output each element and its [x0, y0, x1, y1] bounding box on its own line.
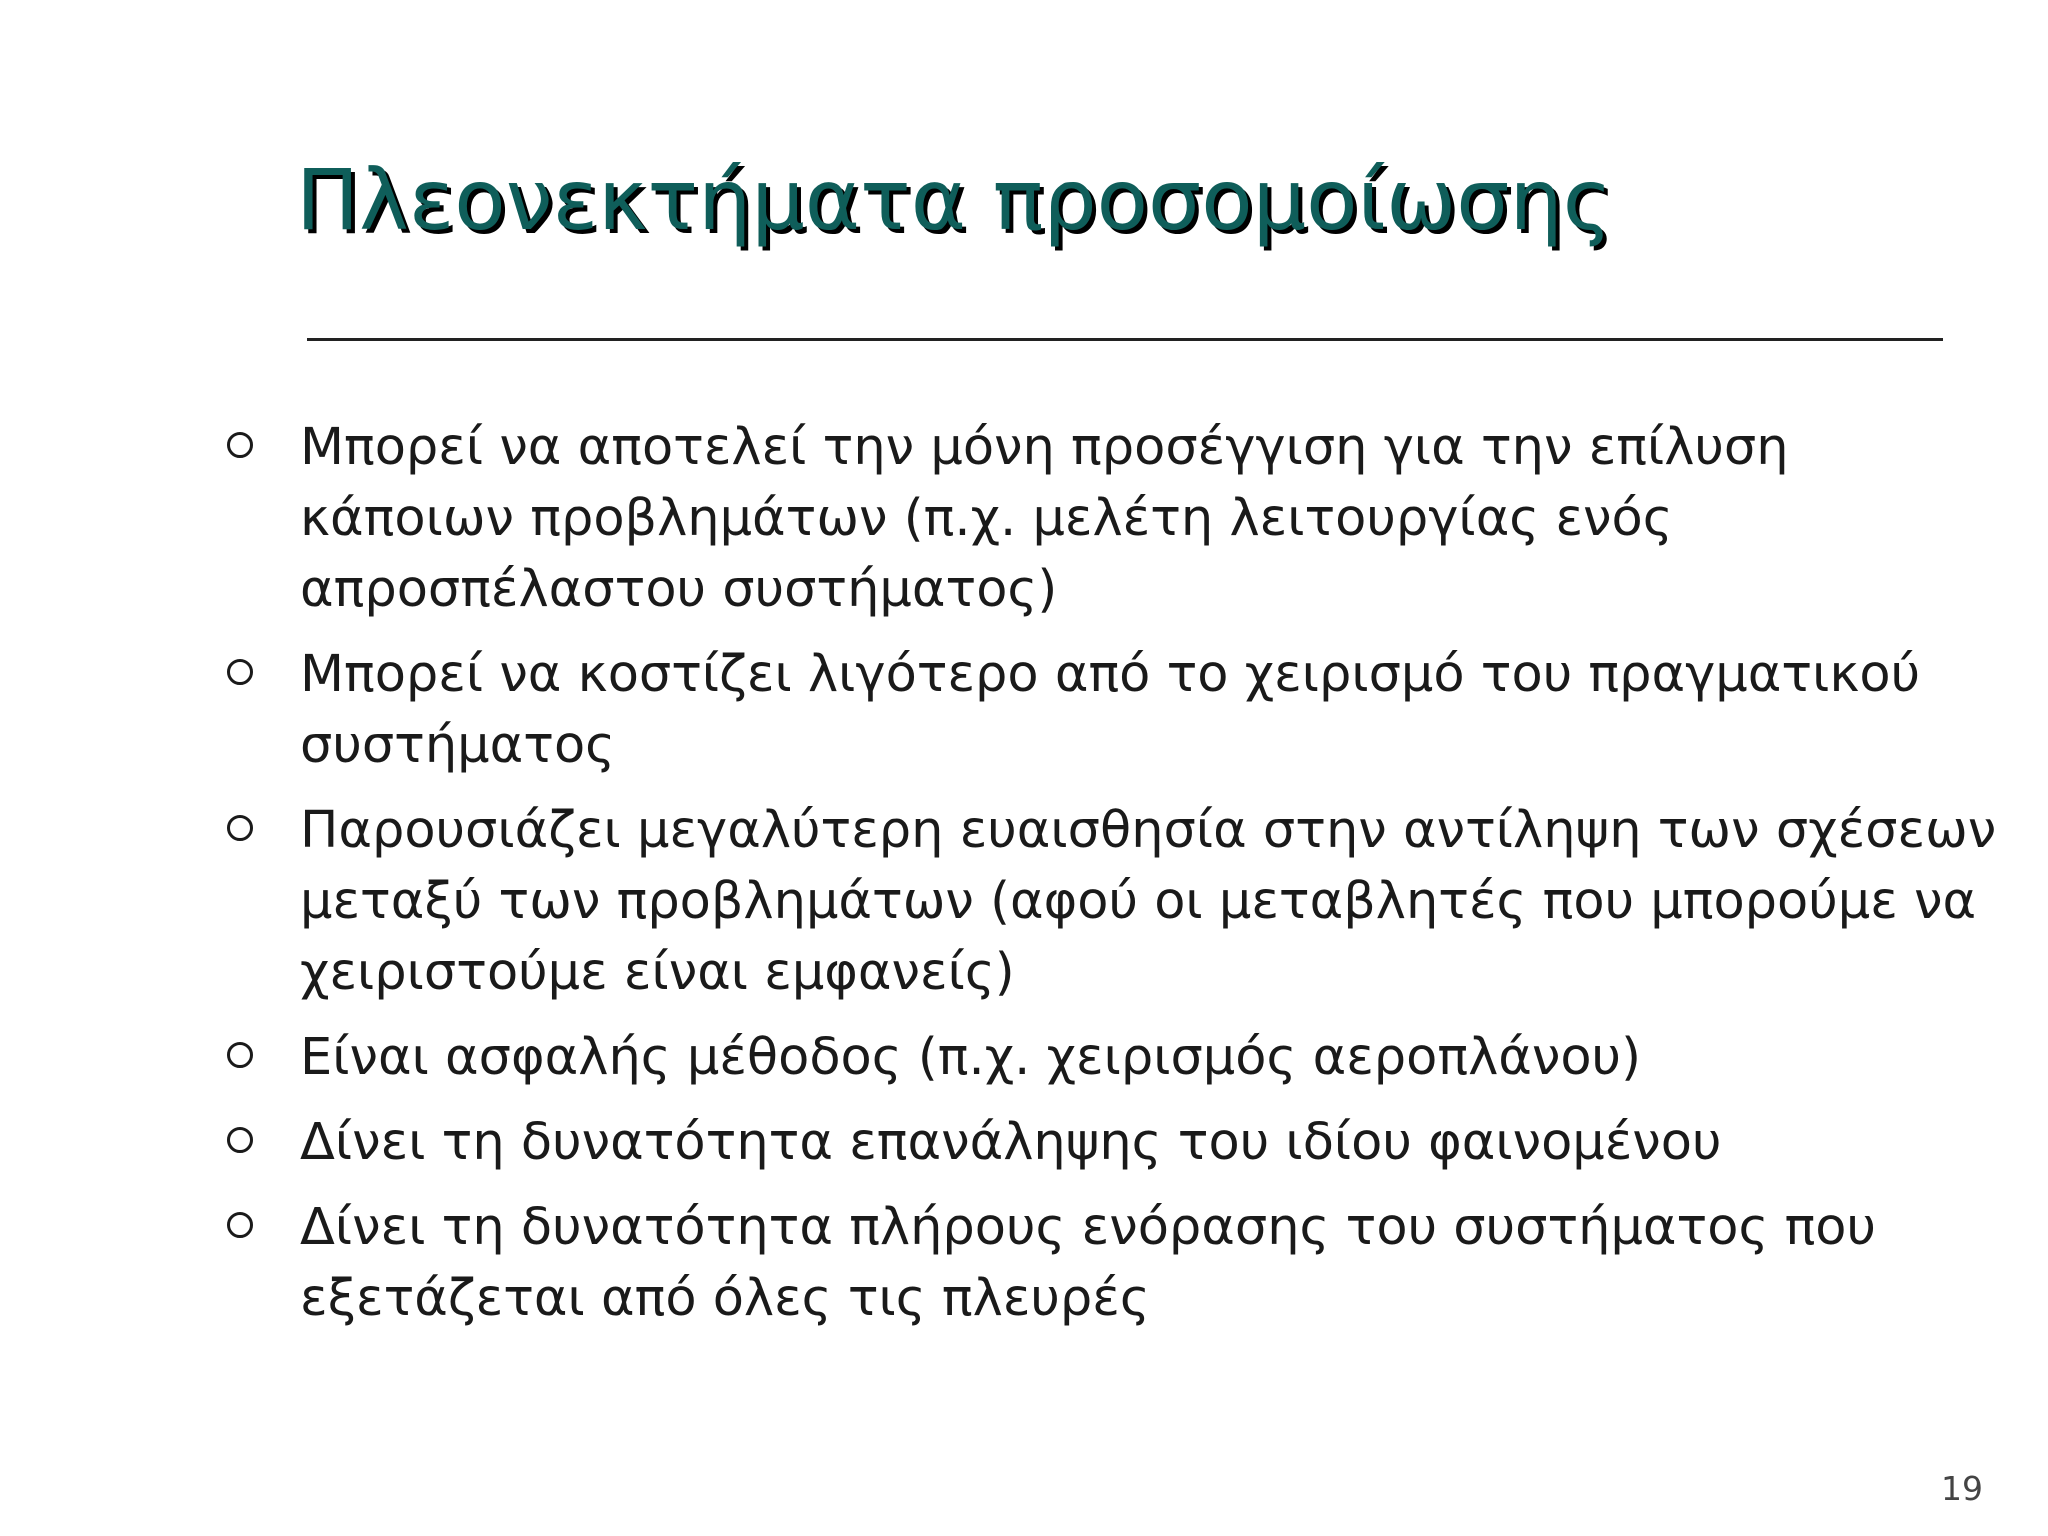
title-divider — [307, 338, 1943, 341]
bullet-text: Δίνει τη δυνατότητα πλήρους ενόρασης του συστήματος που εξετάζεται από όλες τις πλευρές — [300, 1198, 1877, 1328]
bullet-text: Μπορεί να αποτελεί την μόνη προσέγγιση για την επίλυση κάποιων προβλημάτων (π.χ. μελέτη λειτουργίας ενός απροσπέλαστου συστήματος) — [300, 418, 1789, 619]
hollow-circle-bullet-icon — [227, 432, 253, 458]
bullet-text: Είναι ασφαλής μέθοδος (π.χ. χειρισμός αεροπλάνου) — [300, 1028, 1641, 1087]
hollow-circle-bullet-icon — [227, 659, 253, 685]
bullet-item — [210, 795, 2000, 1008]
hollow-circle-bullet-icon — [227, 815, 253, 841]
hollow-circle-bullet-icon — [227, 1127, 253, 1153]
bullet-text: Δίνει τη δυνατότητα επανάληψης του ιδίου φαινομένου — [300, 1113, 1722, 1172]
bullet-item — [210, 412, 2000, 625]
slide-title: Πλεονεκτήματα προσομοίωσης — [296, 151, 1613, 249]
bullet-item — [210, 639, 2000, 781]
bullet-text: Μπορεί να κοστίζει λιγότερο από το χειρισμό του πραγματικού συστήματος — [300, 645, 1921, 775]
bullet-item — [210, 1022, 2000, 1093]
bullet-text: Παρουσιάζει μεγαλύτερη ευαισθησία στην αντίληψη των σχέσεων μεταξύ των προβλημάτων (αφού οι μεταβλητές που μπορούμε να χειριστούμε είναι εμφανείς) — [300, 801, 1997, 1002]
page-number: 19 — [1941, 1469, 1983, 1508]
hollow-circle-bullet-icon — [227, 1212, 253, 1238]
bullet-list — [210, 412, 2000, 1348]
bullet-item — [210, 1107, 2000, 1178]
bullet-item — [210, 1192, 2000, 1334]
hollow-circle-bullet-icon — [227, 1042, 253, 1068]
